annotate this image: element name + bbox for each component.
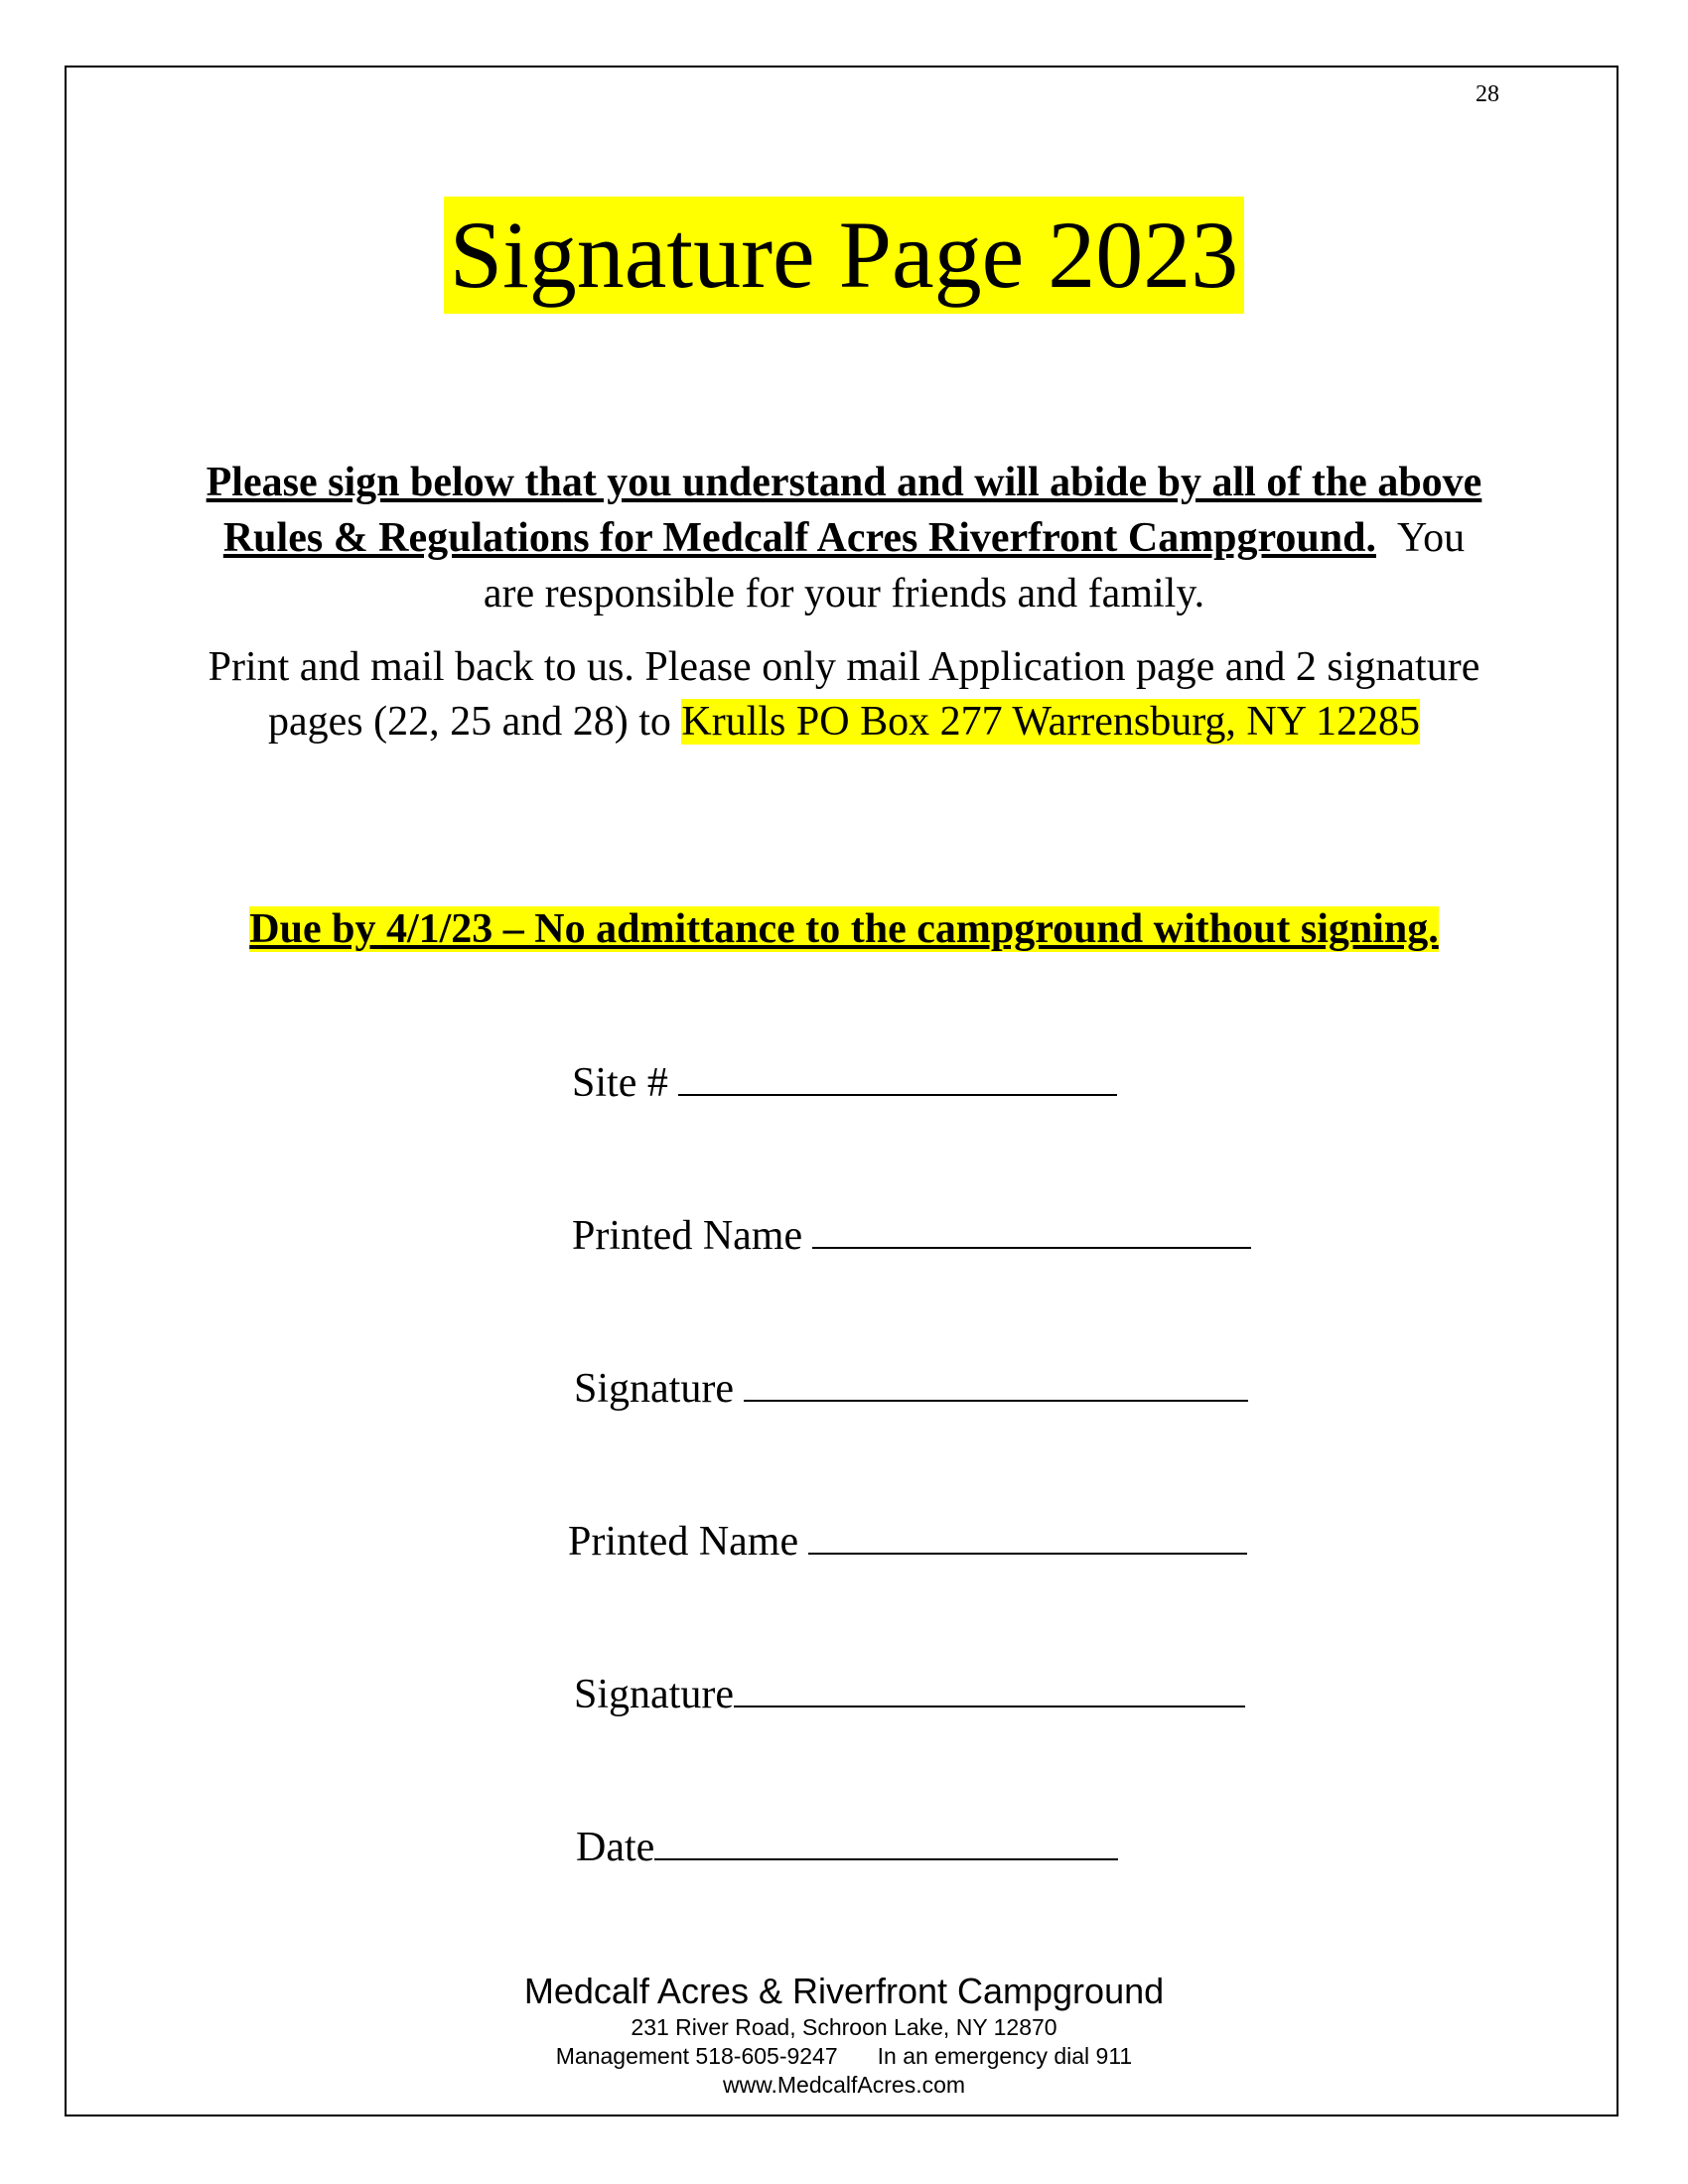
page-title: Signature Page 2023 xyxy=(444,197,1245,314)
intro-responsibility: You are responsible for your friends and family. xyxy=(483,515,1466,616)
footer-campground-name: Medcalf Acres & Riverfront Campground xyxy=(523,1971,1165,2011)
site-number-label: Site # xyxy=(572,1060,668,1106)
printed-name-label-1: Printed Name xyxy=(572,1213,803,1259)
signature-label-2: Signature xyxy=(574,1672,734,1717)
printed-name-label-2: Printed Name xyxy=(568,1519,799,1565)
intro-rules-statement: Please sign below that you understand and will abide by all of the above Rules & Regulations for Medcalf Acres Riverfront Campground. xyxy=(206,460,1482,561)
date-field[interactable] xyxy=(576,1819,1118,1875)
title-container xyxy=(0,197,1688,314)
signature-label-1: Signature xyxy=(574,1366,734,1412)
footer-management-phone: Management 518-605-9247 xyxy=(555,2043,838,2069)
date-label: Date xyxy=(576,1825,655,1870)
footer-address: 231 River Road, Schroon Lake, NY 12870 xyxy=(631,2014,1057,2040)
signature-field-1[interactable] xyxy=(574,1360,1248,1417)
page-number: 28 xyxy=(1476,81,1499,107)
printed-name-field-1[interactable] xyxy=(572,1207,1251,1264)
due-notice: Due by 4/1/23 – No admittance to the campground without signing. xyxy=(249,906,1439,952)
printed-name-field-2[interactable] xyxy=(568,1513,1247,1570)
intro-paragraph xyxy=(199,455,1489,621)
site-number-line[interactable] xyxy=(678,1054,1117,1096)
signature-field-2[interactable] xyxy=(574,1666,1245,1722)
mail-instructions xyxy=(199,640,1489,750)
printed-name-line-1[interactable] xyxy=(812,1207,1251,1249)
footer xyxy=(0,1970,1688,2100)
signature-line-2[interactable] xyxy=(734,1666,1245,1707)
printed-name-line-2[interactable] xyxy=(808,1513,1247,1555)
footer-emergency: In an emergency dial 911 xyxy=(877,2043,1133,2069)
footer-contact-row xyxy=(0,2042,1688,2071)
footer-website: www.MedcalfAcres.com xyxy=(722,2072,966,2098)
mail-address: Krulls PO Box 277 Warrensburg, NY 12285 xyxy=(681,699,1421,745)
signature-line-1[interactable] xyxy=(744,1360,1248,1402)
mail-text: Print and mail back to us. Please only mail Application page and 2 signature pages (22, 25 and 28) to xyxy=(208,644,1480,745)
site-number-field[interactable] xyxy=(572,1054,1117,1111)
date-line[interactable] xyxy=(654,1819,1118,1860)
due-notice-container xyxy=(0,901,1688,957)
